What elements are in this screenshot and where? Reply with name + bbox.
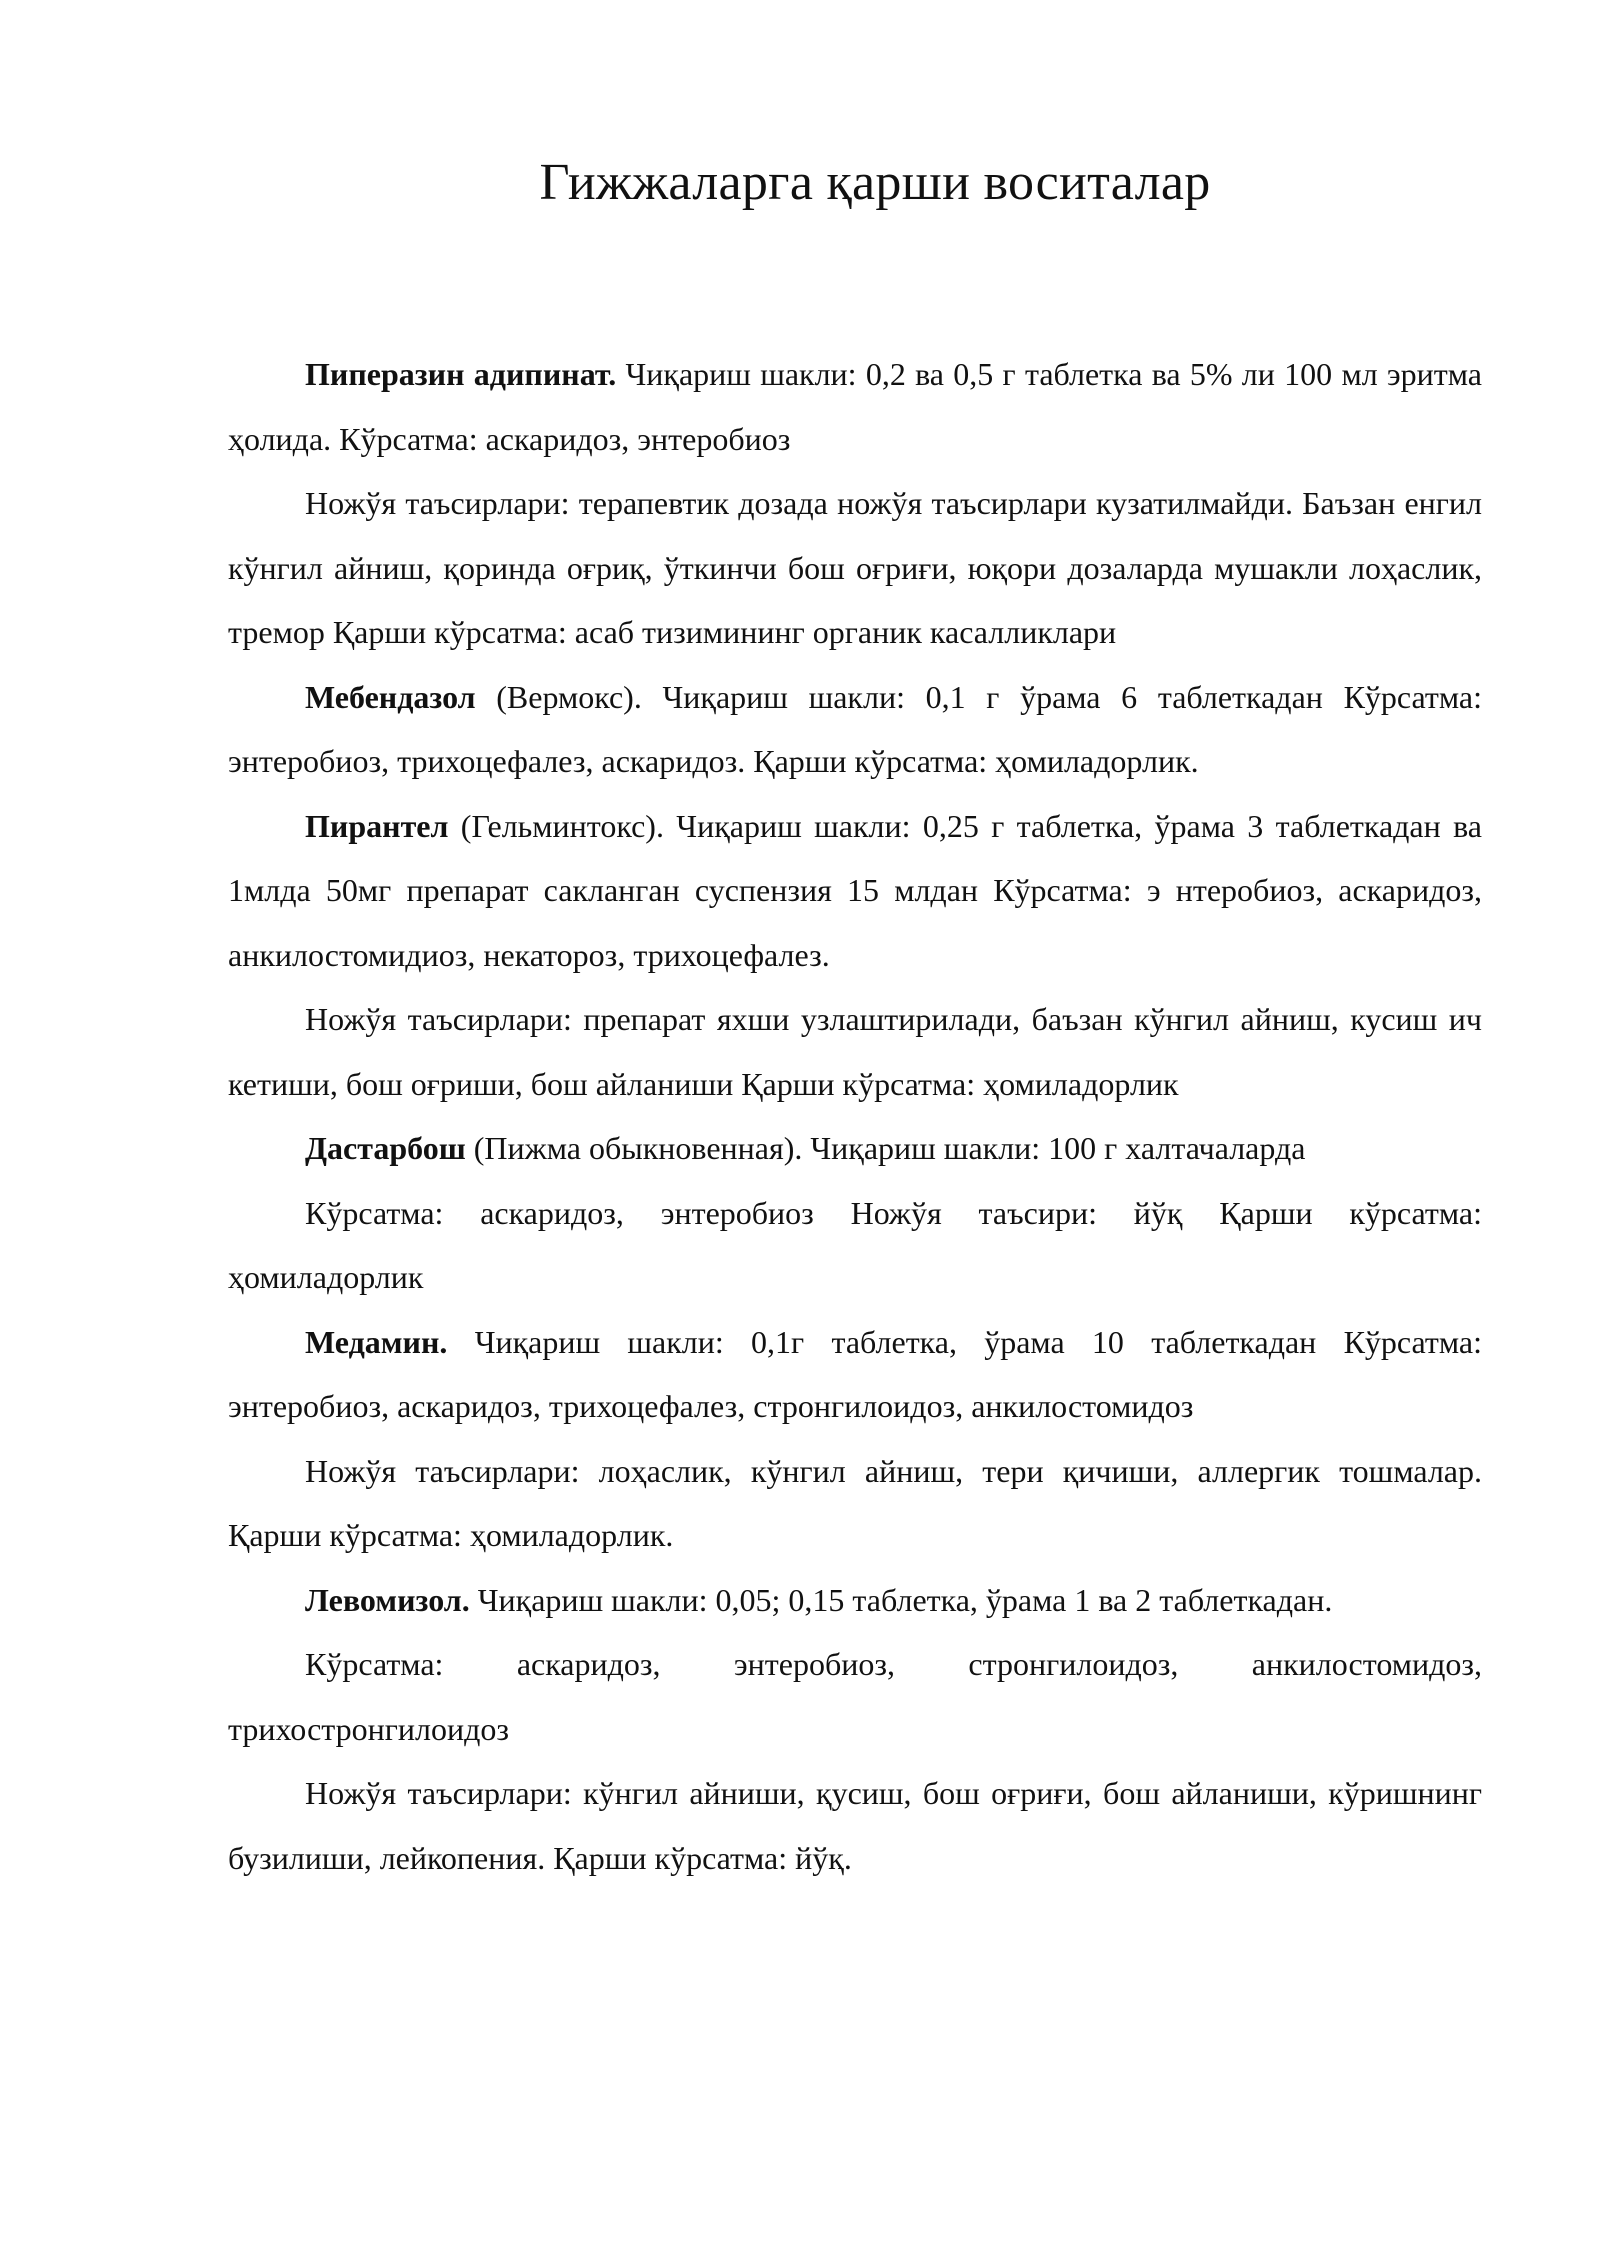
paragraph: [228, 1116, 1482, 1181]
paragraph-text: Чиқариш шакли: 0,05; 0,15 таблетка, ўрама 1 ва 2 таблеткадан.: [469, 1581, 1333, 1618]
paragraph-text: Ножўя таъсирлари: препарат яхши узлаштирилади, баъзан кўнгил айниш, кусиш ич кетиши, бош оғриши, бош айланиши Қарши кўрсатма: ҳомиладорлик: [228, 1001, 1482, 1102]
paragraph: [228, 1310, 1482, 1439]
paragraph-text: Чиқариш шакли: 0,1г таблетка, ўрама 10 таблеткадан Кўрсатма: энтеробиоз, аскаридоз, трихоцефалез, стронгилоидоз, анкилостомидоз: [228, 1323, 1482, 1425]
paragraph: [228, 1568, 1482, 1633]
paragraph-text: Ножўя таъсирлари: кўнгил айниши, қусиш, бош оғриғи, бош айланиши, кўришнинг бузилиши, лейкопения. Қарши кўрсатма: йўқ.: [228, 1775, 1482, 1876]
paragraph-text: Ножўя таъсирлари: терапевтик дозада ножўя таъсирлари кузатилмайди. Баъзан енгил кўнгил айниш, қоринда оғриқ, ўткинчи бош оғриғи, юқори дозаларда мушакли лоҳаслик, тремор Қарши кўрсатма: асаб тизимининг органик касалликлари: [228, 485, 1482, 651]
drug-name: Пиперазин адипинат.: [305, 356, 617, 393]
drug-name: Пирантел: [305, 807, 449, 844]
paragraph: [228, 1761, 1482, 1890]
drug-name: Дастарбош: [305, 1130, 466, 1167]
paragraph-text: Ножўя таъсирлари: лоҳаслик, кўнгил айниш, тери қичиши, аллергик тошмалар. Қарши кўрсатма: ҳомиладорлик.: [228, 1452, 1482, 1554]
paragraph: [228, 471, 1482, 665]
paragraph-text: Кўрсатма: аскаридоз, энтеробиоз Ножўя таъсири: йўқ Қарши кўрсатма: ҳомиладорлик: [228, 1194, 1482, 1296]
paragraph-text: Кўрсатма: аскаридоз, энтеробиоз, стронгилоидоз, анкилостомидоз, трихостронгилоидоз: [228, 1646, 1482, 1747]
paragraph: [228, 342, 1482, 471]
paragraph-text: (Пижма обыкновенная). Чиқариш шакли: 100 г халтачаларда: [465, 1130, 1306, 1167]
page-title: Гижжаларга қарши воситалар: [539, 154, 1211, 211]
drug-name: Мебендазол: [305, 678, 476, 715]
document-body: [228, 342, 1482, 1890]
paragraph: [228, 1181, 1482, 1310]
paragraph: [228, 987, 1482, 1116]
paragraph-text: (Гельминтокс). Чиқариш шакли: 0,25 г таблетка, ўрама 3 таблеткадан ва 1млда 50мг препарат сакланган суспензия 15 млдан Кўрсатма: э нтеробиоз, аскаридоз, анкилостомидиоз, некатороз, трихоцефалез.: [228, 807, 1482, 973]
paragraph: [228, 1632, 1482, 1761]
paragraph: [228, 665, 1482, 794]
paragraph: [228, 1439, 1482, 1568]
drug-name: Левомизол.: [305, 1581, 470, 1618]
paragraph-text: (Вермокс). Чиқариш шакли: 0,1 г ўрама 6 таблеткадан Кўрсатма: энтеробиоз, трихоцефалез, аскаридоз. Қарши кўрсатма: ҳомиладорлик.: [228, 678, 1482, 780]
paragraph-text: Чиқариш шакли: 0,2 ва 0,5 г таблетка ва 5% ли 100 мл эритма ҳолида. Кўрсатма: аскаридоз, энтеробиоз: [228, 356, 1483, 457]
paragraph: [228, 794, 1482, 988]
drug-name: Медамин.: [305, 1323, 448, 1360]
